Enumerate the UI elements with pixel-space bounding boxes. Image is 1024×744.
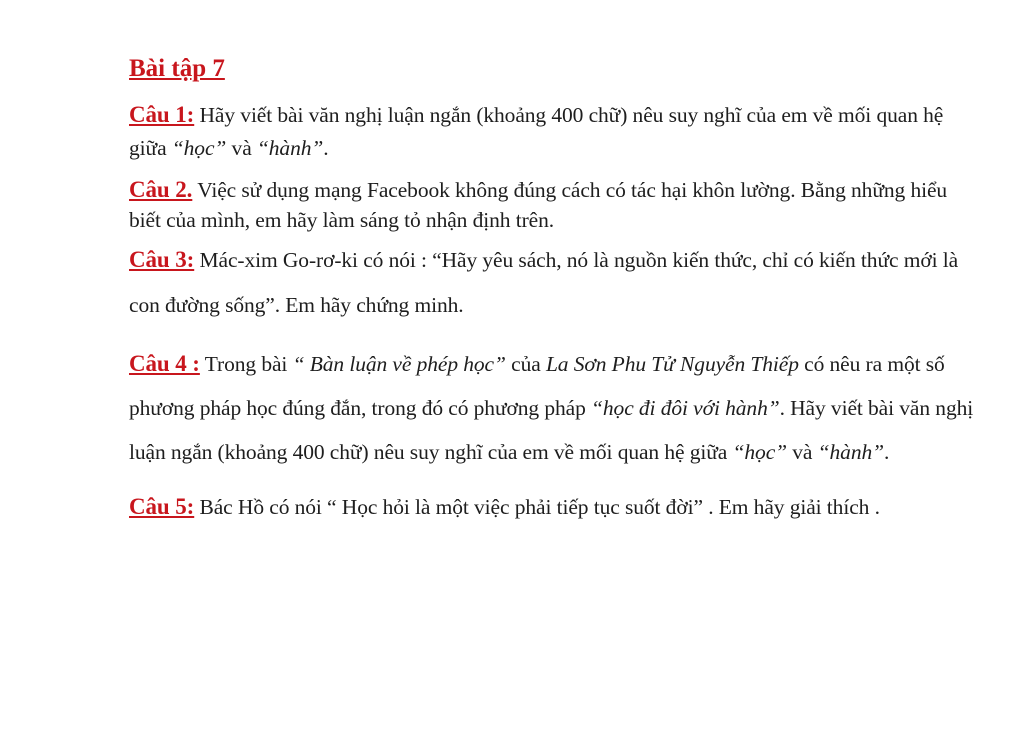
question-1-text-b: và bbox=[226, 136, 257, 160]
question-1-italic-hanh: “hành” bbox=[256, 136, 324, 160]
question-2-text: Việc sử dụng mạng Facebook không đúng cách có tác hại khôn lường. Bằng những hiểu biết của mình, em hãy làm sáng tỏ nhận định trên. bbox=[129, 178, 948, 232]
question-5 bbox=[129, 490, 979, 524]
question-4-italic-method: “học đi đôi với hành” bbox=[591, 396, 780, 420]
question-3 bbox=[129, 237, 979, 328]
question-5-label: Câu 5: bbox=[129, 494, 195, 519]
question-4-label: Câu 4 : bbox=[129, 351, 200, 376]
question-4-italic-hanh: “hành” bbox=[817, 440, 884, 464]
question-2 bbox=[129, 175, 979, 235]
exercise-title: Bài tập 7 bbox=[129, 55, 225, 82]
question-4-text-e: và bbox=[787, 440, 818, 464]
question-1 bbox=[129, 98, 979, 165]
question-4 bbox=[129, 342, 979, 474]
question-4-text-c: có nêu ra một số phương pháp học đúng đắn, trong đó có phương pháp bbox=[129, 352, 945, 420]
question-4-text-f: . bbox=[883, 440, 890, 464]
question-4-text-b: của bbox=[505, 352, 546, 376]
question-1-label: Câu 1: bbox=[129, 102, 195, 127]
question-4-italic-title: “ Bàn luận về phép học” bbox=[292, 352, 506, 376]
question-1-text-c: . bbox=[323, 136, 329, 160]
question-5-text: Bác Hồ có nói “ Học hỏi là một việc phải tiếp tục suốt đời” . Em hãy giải thích . bbox=[194, 495, 880, 519]
question-4-italic-hoc: “học” bbox=[732, 440, 787, 464]
question-2-label: Câu 2. bbox=[129, 177, 193, 202]
question-1-text-a: Hãy viết bài văn nghị luận ngắn (khoảng 400 chữ) nêu suy nghĩ của em về mối quan hệ giữa bbox=[129, 103, 944, 160]
question-4-text-a: Trong bài bbox=[199, 352, 293, 376]
question-3-text: Mác-xim Go-rơ-ki có nói : “Hãy yêu sách, nó là nguồn kiến thức, chỉ có kiến thức mới là con đường sống”. Em hãy chứng minh. bbox=[129, 248, 959, 317]
document-page bbox=[129, 52, 979, 524]
question-4-text-d: . Hãy viết bài văn nghị luận ngắn (khoảng 400 chữ) nêu suy nghĩ của em về mối quan hệ giữa bbox=[129, 396, 974, 464]
question-3-label: Câu 3: bbox=[129, 247, 195, 272]
question-1-italic-hoc: “học” bbox=[171, 136, 227, 160]
question-4-italic-author: La Sơn Phu Tử Nguyễn Thiếp bbox=[545, 352, 799, 376]
